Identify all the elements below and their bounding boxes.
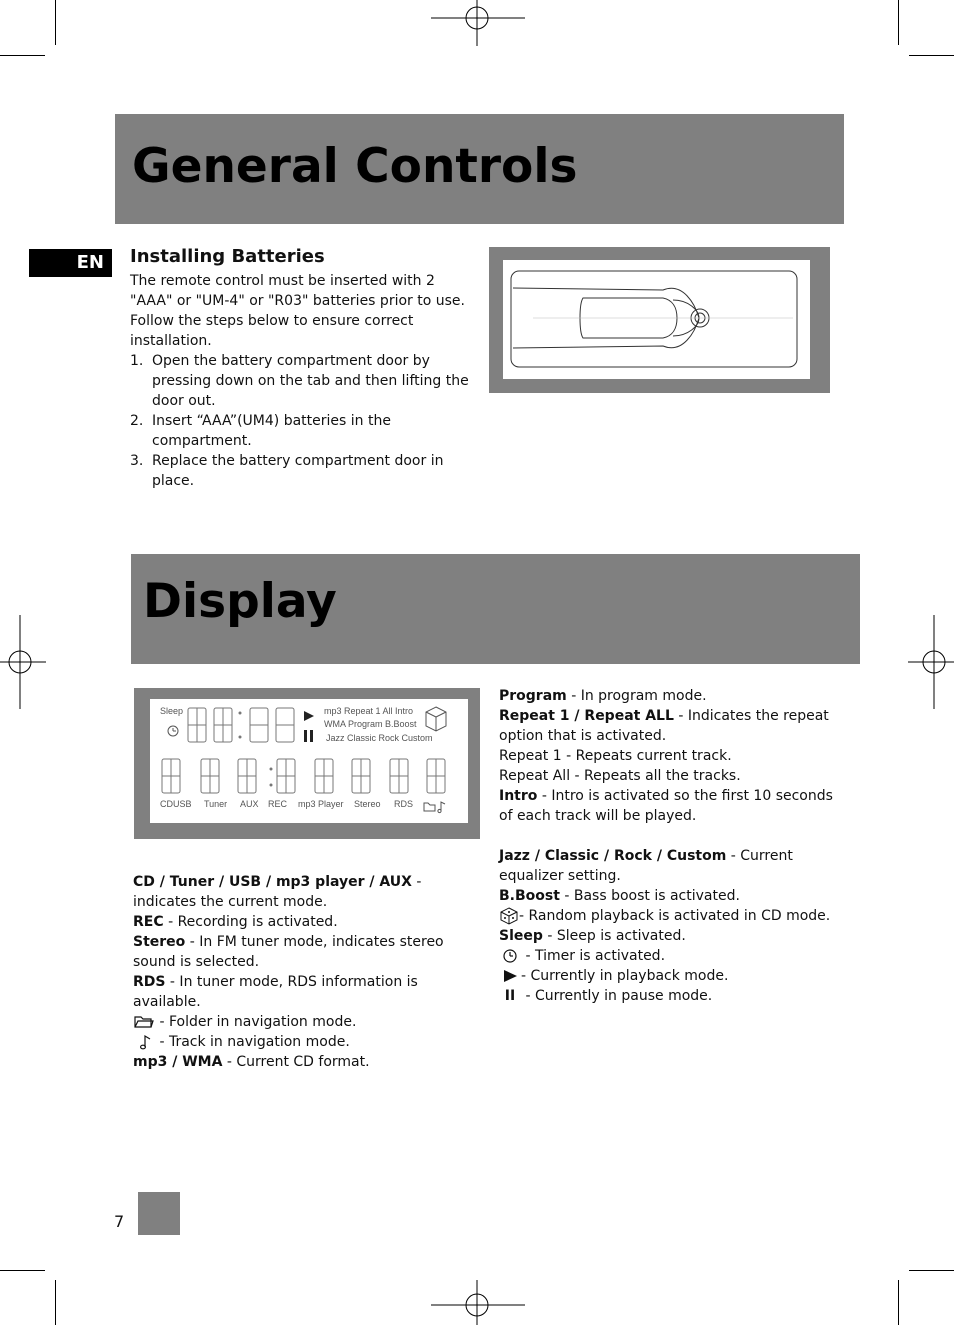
stereo-description: Stereo - In FM tuner mode, indicates stereo sound is selected. bbox=[133, 934, 444, 970]
repeat-1-description: Repeat 1 - Repeats current track. bbox=[499, 748, 732, 764]
installing-batteries-body bbox=[130, 271, 470, 491]
crop-mark bbox=[909, 55, 954, 56]
registration-mark bbox=[431, 0, 525, 46]
rec-description: REC - Recording is activated. bbox=[133, 914, 338, 930]
display-right-column bbox=[499, 686, 839, 1006]
eq-description: Jazz / Classic / Rock / Custom - Current equalizer setting. bbox=[499, 848, 793, 884]
music-note-icon bbox=[133, 1034, 155, 1050]
battery-steps bbox=[130, 351, 470, 491]
crop-mark bbox=[898, 1280, 899, 1325]
crop-mark bbox=[898, 0, 899, 45]
rds-description: RDS - In tuner mode, RDS information is available. bbox=[133, 974, 418, 1010]
lcd-mode-label: AUX bbox=[240, 799, 259, 809]
installing-batteries-heading: Installing Batteries bbox=[130, 246, 325, 267]
random-description: - Random playback is activated in CD mode. bbox=[499, 906, 839, 926]
display-banner bbox=[131, 554, 860, 664]
lcd-display-figure bbox=[134, 688, 480, 839]
timer-description: - Timer is activated. bbox=[499, 946, 839, 966]
intro-description: Intro - Intro is activated so the first 10 seconds of each track will be played. bbox=[499, 788, 833, 824]
page-number-box bbox=[138, 1192, 180, 1235]
lcd-mode-label: Tuner bbox=[204, 799, 228, 809]
lcd-mode-label: Stereo bbox=[354, 799, 381, 809]
lcd-mode-label: mp3 Player bbox=[298, 799, 344, 809]
spacer bbox=[499, 826, 839, 846]
track-description: - Track in navigation mode. bbox=[133, 1032, 478, 1052]
format-description: mp3 / WMA - Current CD format. bbox=[133, 1054, 370, 1070]
sleep-description: Sleep - Sleep is activated. bbox=[499, 928, 686, 944]
language-tab-label: EN bbox=[76, 252, 104, 273]
language-tab bbox=[29, 249, 112, 277]
pause-icon: II bbox=[504, 988, 516, 1004]
crop-mark bbox=[0, 1270, 45, 1271]
battery-step: 2. Insert “AAA”(UM4) batteries in the compartment. bbox=[130, 413, 391, 449]
remote-control-illustration bbox=[503, 260, 810, 379]
section-title: General Controls bbox=[132, 139, 578, 194]
folder-description: - Folder in navigation mode. bbox=[133, 1012, 478, 1032]
lcd-sleep-label: Sleep bbox=[160, 706, 184, 716]
lcd-mode-label: RDS bbox=[394, 799, 414, 809]
repeat-all-description: Repeat All - Repeats all the tracks. bbox=[499, 768, 741, 784]
pause-description: II - Currently in pause mode. bbox=[499, 986, 839, 1006]
clock-icon bbox=[499, 948, 521, 964]
play-icon bbox=[499, 968, 521, 984]
lcd-top-row-3: Jazz Classic Rock Custom bbox=[326, 733, 433, 743]
random-dice-icon bbox=[499, 907, 519, 925]
lcd-top-row-1: mp3 Repeat 1 All Intro bbox=[324, 706, 414, 716]
crop-mark bbox=[909, 1270, 954, 1271]
general-controls-banner bbox=[115, 114, 844, 224]
section-title: Display bbox=[143, 574, 337, 629]
mode-description: CD / Tuner / USB / mp3 player / AUX - indicates the current mode. bbox=[133, 874, 422, 910]
program-description: Program - In program mode. bbox=[499, 688, 707, 704]
page-number: 7 bbox=[114, 1212, 125, 1231]
installing-batteries-intro: The remote control must be inserted with 2 "AAA" or "UM-4" or "R03" batteries prior to use. Follow the steps below to ensure correct installation. bbox=[130, 273, 465, 349]
registration-mark bbox=[0, 615, 46, 709]
bboost-description: B.Boost - Bass boost is activated. bbox=[499, 888, 740, 904]
lcd-mode-label: CDUSB bbox=[160, 799, 192, 809]
lcd-mode-label: REC bbox=[268, 799, 288, 809]
remote-control-figure bbox=[489, 247, 830, 393]
crop-mark bbox=[55, 1280, 56, 1325]
crop-mark bbox=[55, 0, 56, 45]
lcd-top-row-2: WMA Program B.Boost bbox=[324, 719, 417, 729]
registration-mark bbox=[908, 615, 954, 709]
repeat-description: Repeat 1 / Repeat ALL - Indicates the repeat option that is activated. bbox=[499, 708, 829, 744]
registration-mark bbox=[431, 1280, 525, 1325]
crop-mark bbox=[0, 55, 45, 56]
folder-icon bbox=[133, 1014, 155, 1030]
battery-step: 1. Open the battery compartment door by pressing down on the tab and then lifting the door out. bbox=[130, 353, 469, 409]
battery-step: 3. Replace the battery compartment door in place. bbox=[130, 453, 444, 489]
display-left-column bbox=[133, 872, 478, 1072]
play-description: - Currently in playback mode. bbox=[499, 966, 839, 986]
